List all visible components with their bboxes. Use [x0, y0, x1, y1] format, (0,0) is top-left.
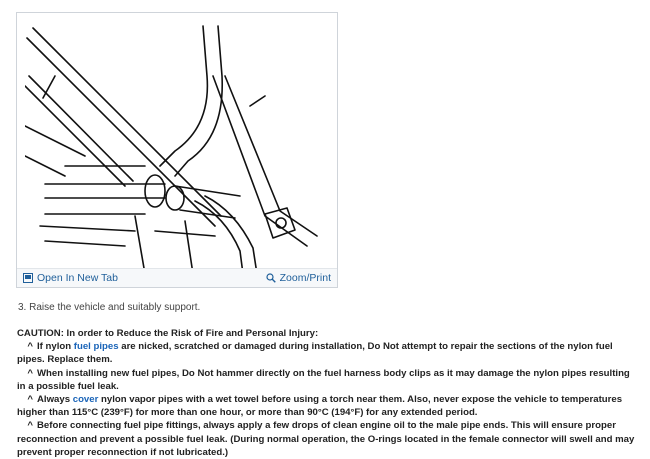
bullet-marker: ^	[27, 341, 33, 353]
step-text: 3. Raise the vehicle and suitably support.	[18, 302, 201, 313]
caution-item-2: ^ When installing new fuel pipes, Do Not hammer directly on the fuel harness body clips as it may damage the nylon pipes resulting in a possible fuel leak.	[17, 367, 630, 392]
caution-item-1: ^ If nylon fuel pipes are nicked, scratched or damaged during installation, Do Not attempt to repair the sections of the nylon fuel pipes. Replace them.	[17, 341, 613, 366]
bullet-marker: ^	[27, 420, 33, 432]
bullet-marker: ^	[27, 367, 33, 379]
fuel-pipes-link[interactable]: fuel pipes	[73, 341, 119, 353]
figure-panel	[16, 12, 338, 288]
magnifier-icon	[266, 273, 276, 283]
figure-toolbar	[17, 268, 337, 287]
fuel-pipe-diagram	[25, 16, 331, 274]
caution-title: CAUTION: In order to Reduce the Risk of Fire and Personal Injury:	[17, 328, 319, 339]
open-new-tab-label: Open In New Tab	[37, 272, 118, 284]
cover-link[interactable]: cover	[72, 394, 99, 406]
open-new-tab-icon	[23, 273, 33, 283]
caution-item-4: ^ Before connecting fuel pipe fittings, always apply a few drops of clean engine oil to the male pipe ends. This will ensure proper reconnection and prevent a possible fuel leak. (During normal operation, the O-rings located in the female connector will swell and may prevent proper reconnection if not lubricated.)	[17, 420, 635, 458]
zoom-print-link[interactable]	[266, 272, 331, 284]
zoom-print-label: Zoom/Print	[279, 272, 331, 284]
caution-item-3: ^ Always cover nylon vapor pipes with a wet towel before using a torch near them. Also, never expose the vehicle to temperatures higher than 115°C (239°F) for more than one hour, or more than 90°C (194°F) for any extended period.	[17, 394, 623, 419]
open-new-tab-link[interactable]	[23, 272, 118, 284]
caution-block	[17, 327, 637, 459]
bullet-marker: ^	[27, 394, 33, 406]
